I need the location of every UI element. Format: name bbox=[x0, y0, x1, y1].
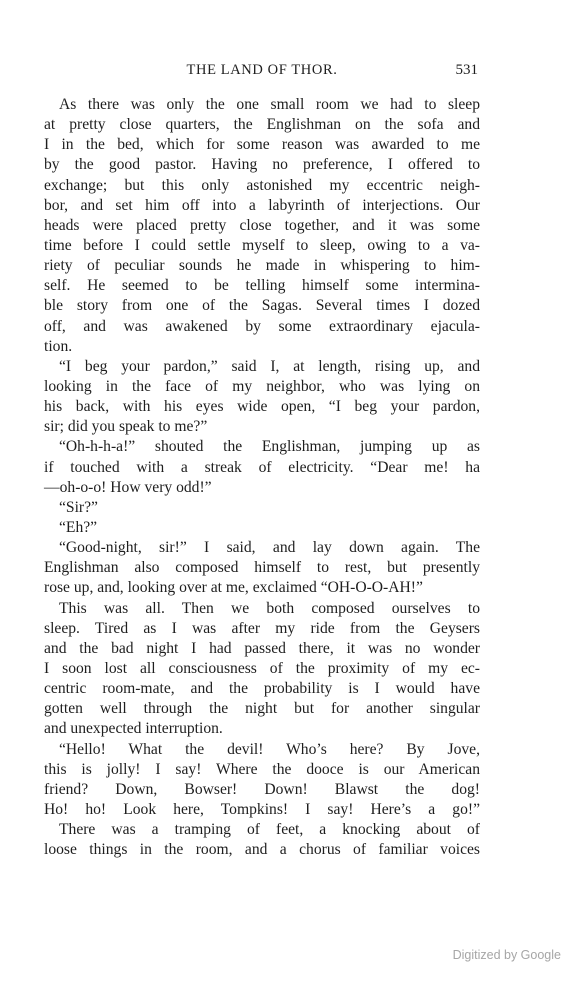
text-line: this is jolly! I say! Where the dooce is our American bbox=[44, 760, 480, 778]
text-line: —oh-o-o! How very odd!” bbox=[44, 478, 212, 496]
text-line: There was a tramping of feet, a knocking about of bbox=[59, 821, 480, 839]
text-line: if touched with a streak of electricity. “Dear me! ha bbox=[44, 458, 480, 476]
text-line: off, and was awakened by some extraordinary ejacula- bbox=[44, 317, 480, 335]
text-line: ble story from one of the Sagas. Several times I dozed bbox=[44, 297, 480, 315]
text-line: time before I could settle myself to sleep, owing to a va- bbox=[44, 236, 480, 254]
text-line: his back, with his eyes wide open, “I beg your pardon, bbox=[44, 398, 480, 416]
text-line: centric room-mate, and the probability is I would have bbox=[44, 680, 480, 698]
text-line: sir; did you speak to me?” bbox=[44, 418, 208, 436]
text-line: gotten well through the night but for another singular bbox=[44, 700, 480, 718]
text-line: and unexpected interruption. bbox=[44, 720, 223, 738]
text-line: bor, and set him off into a labyrinth of interjections. Our bbox=[44, 196, 480, 214]
digitized-watermark: Digitized by Google bbox=[452, 948, 561, 962]
running-head bbox=[44, 62, 480, 84]
text-line: riety of peculiar sounds he made in whispering to him- bbox=[44, 257, 480, 275]
text-line: friend? Down, Bowser! Down! Blawst the dog! bbox=[44, 780, 480, 798]
text-line: I soon lost all consciousness of the proximity of my ec- bbox=[44, 659, 480, 677]
page-number: 531 bbox=[455, 62, 478, 78]
text-line: looking in the face of my neighbor, who was lying on bbox=[44, 377, 480, 395]
running-title: THE LAND OF THOR. bbox=[186, 62, 338, 78]
text-line: “Hello! What the devil! Who’s here? By Jove, bbox=[59, 740, 480, 758]
text-line: tion. bbox=[44, 337, 73, 355]
text-line: rose up, and, looking over at me, exclaimed “OH-O-O-AH!” bbox=[44, 579, 423, 597]
text-line: “Eh?” bbox=[59, 518, 98, 536]
text-line: exchange; but this only astonished my eccentric neigh- bbox=[44, 176, 480, 194]
text-line: As there was only the one small room we had to sleep bbox=[59, 96, 480, 113]
text-line: “Oh-h-h-a!” shouted the Englishman, jumping up as bbox=[59, 438, 480, 456]
text-line: “I beg your pardon,” said I, at length, rising up, and bbox=[59, 357, 480, 375]
text-line: “Sir?” bbox=[59, 498, 98, 516]
body-text bbox=[44, 95, 480, 860]
text-line: by the good pastor. Having no preference, I offered to bbox=[44, 156, 480, 174]
text-line: self. He seemed to be telling himself some intermina- bbox=[44, 277, 480, 295]
text-line: Ho! ho! Look here, Tompkins! I say! Here’s a go!” bbox=[44, 800, 480, 818]
text-line: This was all. Then we both composed ourselves to bbox=[59, 599, 480, 617]
text-line: “Good-night, sir!” I said, and lay down again. The bbox=[59, 539, 480, 557]
text-line: at pretty close quarters, the Englishman on the sofa and bbox=[44, 116, 480, 134]
text-line: sleep. Tired as I was after my ride from the Geysers bbox=[44, 619, 480, 637]
text-line: loose things in the room, and a chorus of familiar voices bbox=[44, 841, 480, 859]
text-line: I in the bed, which for some reason was awarded to me bbox=[44, 136, 480, 154]
text-line: heads were placed pretty close together, and it was some bbox=[44, 216, 480, 234]
text-line: Englishman also composed himself to rest, but presently bbox=[44, 559, 480, 577]
text-line: and the bad night I had passed there, it was no wonder bbox=[44, 639, 480, 657]
